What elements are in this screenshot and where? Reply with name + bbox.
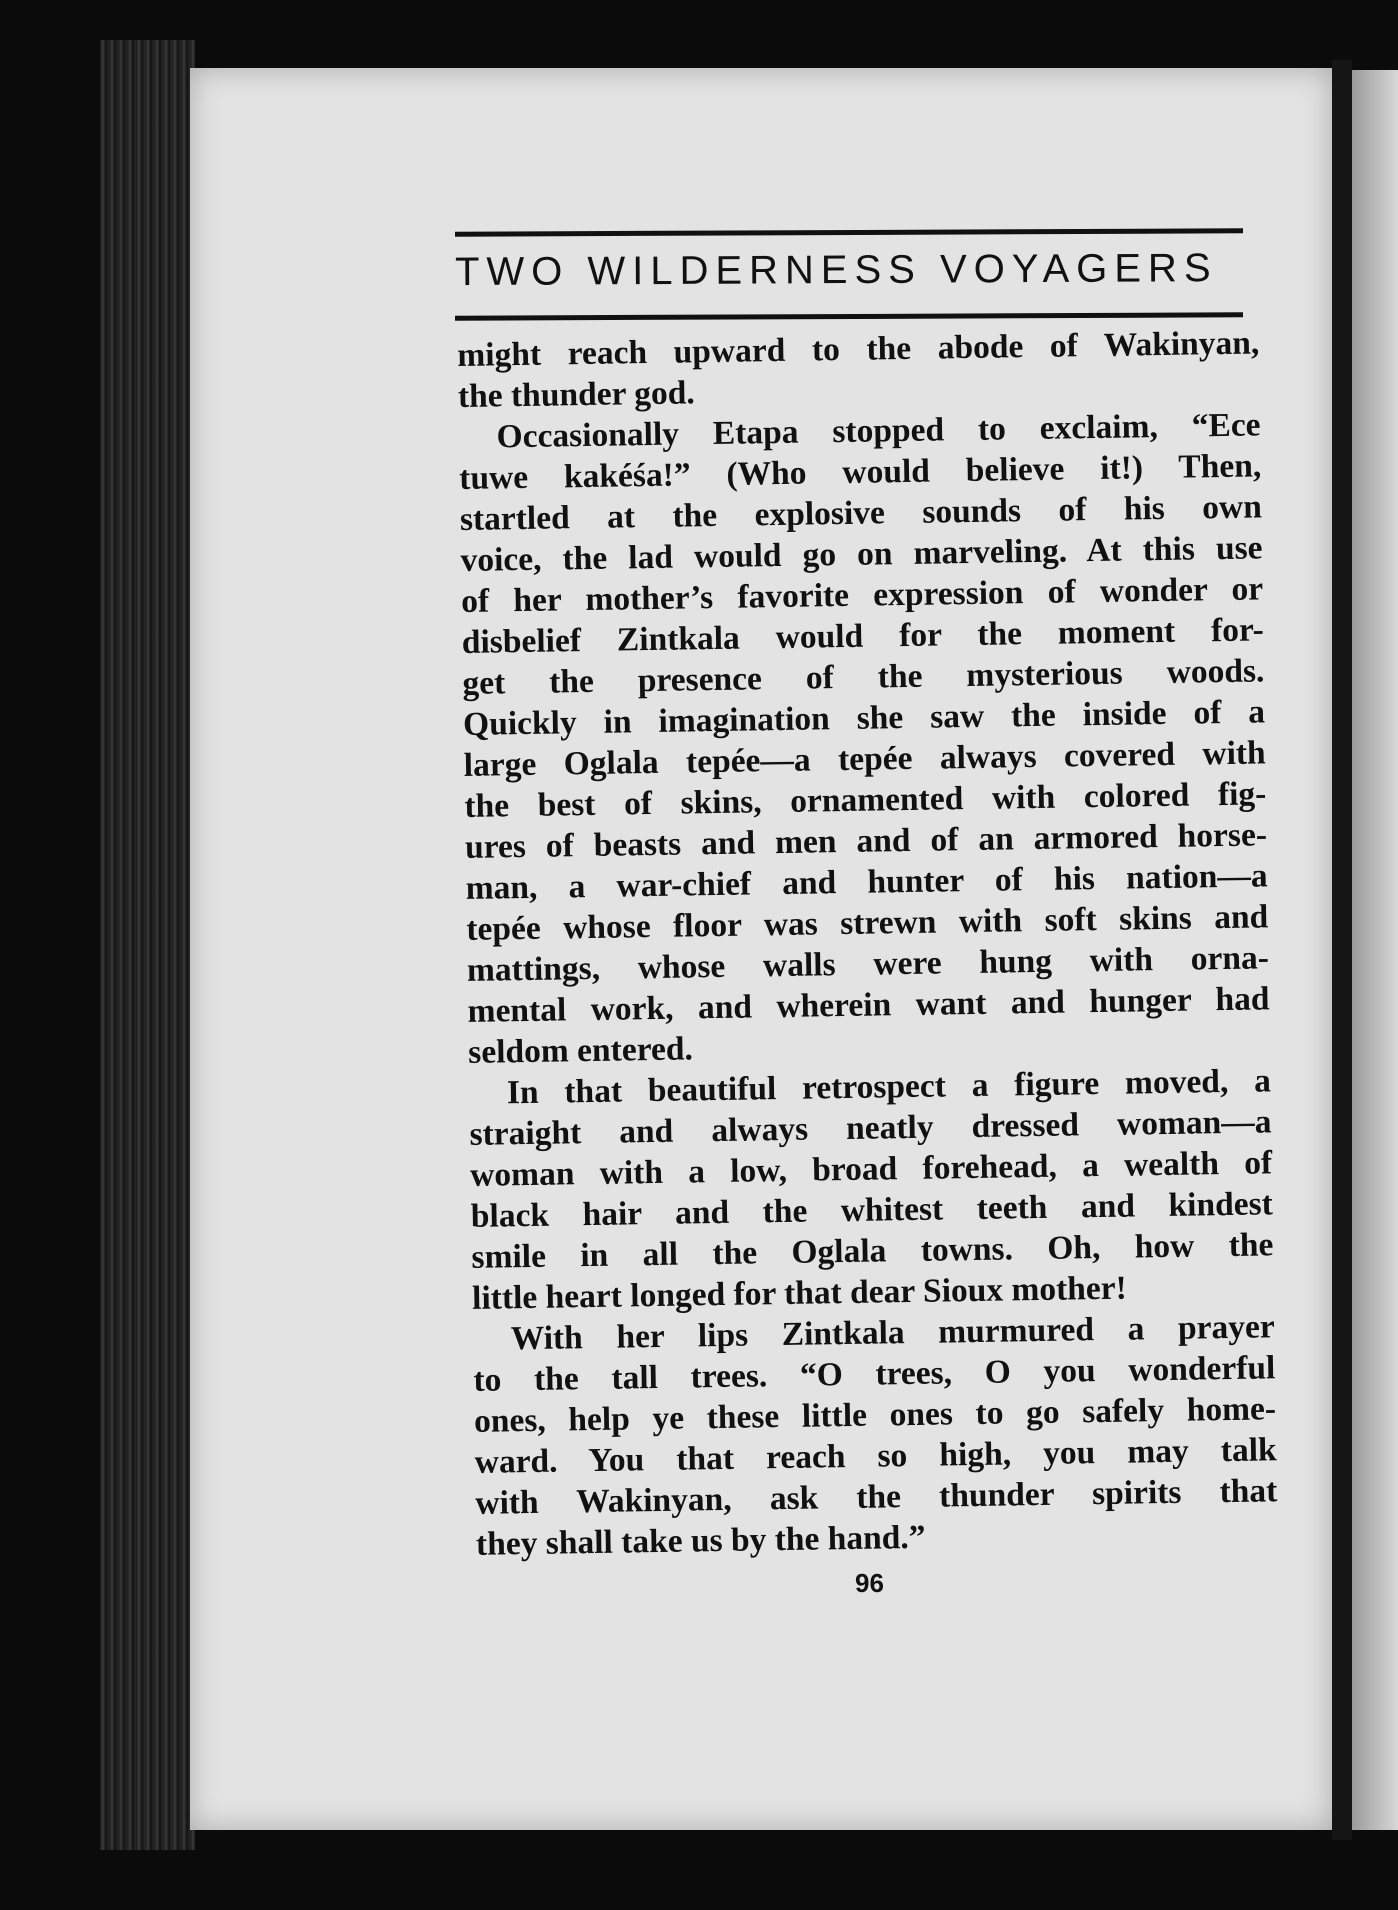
text-line: With her lips Zintkala murmured a prayer xyxy=(510,1308,1275,1358)
text-line: the best of skins, ornamented with colored fig- xyxy=(464,775,1267,825)
text-line: startled at the explosive sounds of his own xyxy=(459,488,1263,538)
text-line: mental work, and wherein want and hunger had xyxy=(467,980,1270,1030)
next-page-edge xyxy=(1352,70,1398,1830)
book-spine-edge xyxy=(100,40,195,1850)
text-line: tuwe kakéśa!” (Who would believe it!) Then, xyxy=(458,447,1262,497)
text-line: tepée whose floor was strewn with soft skins and xyxy=(466,898,1269,948)
text-line: smile in all the Oglala towns. Oh, how the xyxy=(471,1226,1274,1276)
text-line: with Wakinyan, ask the thunder spirits that xyxy=(475,1472,1278,1522)
text-line: woman with a low, broad forehead, a wealth of xyxy=(469,1144,1273,1194)
text-line: get the presence of the mysterious woods. xyxy=(462,652,1265,702)
text-line: Quickly in imagination she saw the inside of a xyxy=(462,693,1266,743)
text-line: ones, help ye these little ones to go safely home- xyxy=(473,1390,1277,1440)
text-line: In that beautiful retrospect a figure moved, a xyxy=(506,1062,1272,1112)
text-line: voice, the lad would go on marveling. At this use xyxy=(460,529,1263,579)
gutter-shadow xyxy=(1332,60,1352,1840)
text-line: ward. You that reach so high, you may talk xyxy=(474,1431,1277,1481)
text-line: black hair and the whitest teeth and kindest xyxy=(470,1185,1274,1235)
text-line: straight and always neatly dressed woman—a xyxy=(469,1103,1272,1153)
text-line: Occasionally Etapa stopped to exclaim, “Ece xyxy=(496,406,1261,456)
text-line: mattings, whose walls were hung with orna- xyxy=(466,939,1270,989)
body-text xyxy=(457,322,1278,1564)
text-line: to the tall trees. “O trees, O you wonderful xyxy=(473,1349,1276,1399)
text-line: disbelief Zintkala would for the moment for- xyxy=(461,611,1265,661)
text-line: the thunder god. xyxy=(457,374,695,415)
running-head: TWO WILDERNESS VOYAGERS xyxy=(454,246,1218,295)
page-number: 96 xyxy=(855,1568,884,1598)
text-line: seldom entered. xyxy=(467,1030,694,1071)
text-line: of her mother’s favorite expression of wonder or xyxy=(460,570,1264,620)
text-line: large Oglala tepée—a tepée always covered with xyxy=(463,734,1266,784)
text-line: might reach upward to the abode of Wakinyan, xyxy=(457,324,1260,374)
text-line: little heart longed for that dear Sioux mother! xyxy=(471,1269,1128,1317)
text-line: ures of beasts and men and of an armored horse- xyxy=(464,816,1268,866)
text-line: man, a war-chief and hunter of his nation—a xyxy=(465,857,1268,907)
text-line: they shall take us by the hand.” xyxy=(475,1518,926,1563)
